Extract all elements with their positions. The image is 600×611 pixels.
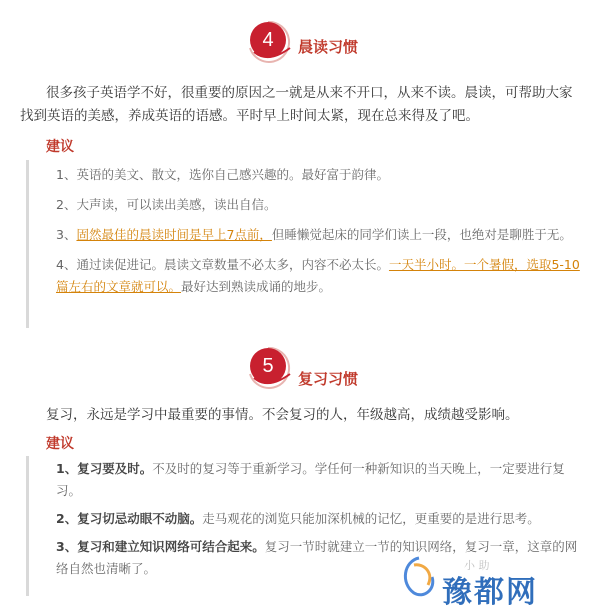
tip-4-1-text: 1、英语的美文、散文，选你自己感兴趣的。最好富于韵律。	[56, 167, 389, 182]
tip-4-3-prefix: 3、	[56, 227, 77, 242]
section-4-badge	[246, 18, 290, 62]
section-5-suggest-label: 建议	[46, 436, 74, 452]
tip-5-1-bold: 1、复习要及时。	[56, 461, 153, 476]
tip-4-2-text: 2、大声读，可以读出美感，读出自信。	[56, 197, 277, 212]
tip-5-3-text: 复习一节时就建立一节的知识网络，复习一章，这章的网络自然也清晰了。	[56, 539, 578, 576]
tip-4-3-highlight: 固然最佳的晨读时间是早上7点前，	[76, 227, 272, 242]
tip-5-2	[29, 508, 589, 530]
section-5-title: 复习习惯	[298, 370, 359, 388]
watermark-swirl-icon	[394, 553, 444, 603]
section-4-intro: 很多孩子英语学不好，很重要的原因之一就是从来不开口，从来不读。晨读，可帮助大家找到英语的美感，养成英语的语感。平时早上时间太紧，现在总来得及了吧。	[20, 85, 573, 124]
tip-4-3	[29, 224, 589, 246]
section-4-title: 晨读习惯	[298, 38, 359, 56]
section-5-badge	[246, 344, 290, 388]
section-4-tips	[26, 160, 589, 328]
tip-5-2-bold: 2、复习切忌动眼不动脑。	[56, 511, 203, 526]
tip-4-3-rest: 但睡懒觉起床的同学们读上一段，也绝对是聊胜于无。	[271, 227, 572, 242]
tip-5-1-text: 不及时的复习等于重新学习。学任何一种新知识的当天晚上，一定要进行复习。	[56, 461, 565, 498]
section-5-header	[0, 340, 600, 390]
tip-4-4-prefix: 4、通过读促进记。晨读文章数量不必太多，内容不必太长。	[56, 257, 389, 272]
section-5-intro: 复习，永远是学习中最重要的事情。不会复习的人，年级越高，成绩越受影响。	[46, 407, 519, 423]
tip-4-1	[29, 164, 589, 186]
tip-4-4-rest: 最好达到熟读成诵的地步。	[181, 279, 332, 294]
watermark-logo	[394, 553, 594, 610]
section-4-suggest-label: 建议	[46, 139, 74, 155]
watermark-text: 豫都网	[442, 575, 538, 610]
section-4-header	[0, 14, 600, 64]
tip-5-3-bold: 3、复习和建立知识网络可结合起来。	[56, 539, 265, 554]
section-5-number: 5	[262, 354, 274, 377]
section-4-number: 4	[262, 28, 274, 51]
tip-5-1	[29, 458, 589, 502]
watermark-small-text: 小 助	[464, 559, 490, 572]
tip-4-2	[29, 194, 589, 216]
tip-5-2-text: 走马观花的浏览只能加深机械的记忆，更重要的是进行思考。	[202, 511, 540, 526]
tip-4-4	[29, 254, 589, 298]
tip-4-4-highlight: 一天半小时。一个暑假，选取5-10篇左右的文章就可以。	[56, 257, 580, 294]
